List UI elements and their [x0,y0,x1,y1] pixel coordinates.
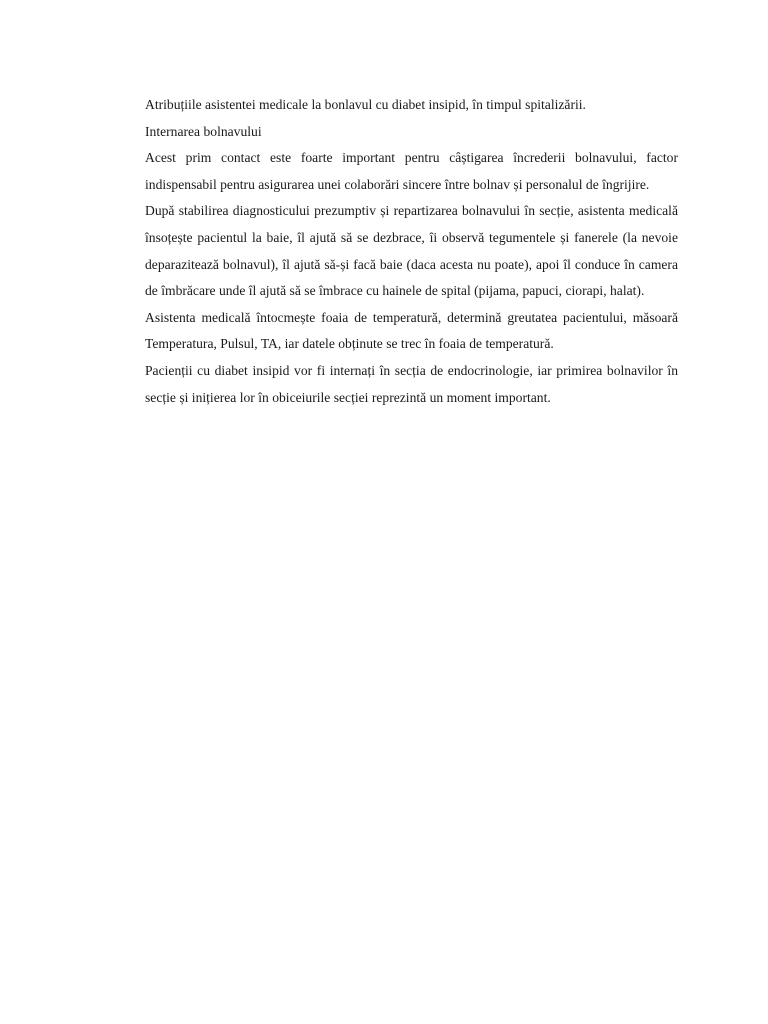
paragraph-4: Pacienții cu diabet insipid vor fi internați în secția de endocrinologie, iar primirea bolnavilor în secție și inițierea lor în obiceiurile secției reprezintă un moment important. [145,362,678,405]
paragraph-2: După stabilirea diagnosticului prezumptiv și repartizarea bolnavului în secție, asistenta medicală însoțește pacientul la baie, îl ajută să se dezbrace, îi observă tegumentele și fanerele (la nevoie deparazitează bolnavul), îl ajută să-și facă baie (daca acesta nu poate), apoi îl conduce în camera de îmbrăcare unde îl ajută să se îmbrace cu hainele de spital (pijama, papuci, ciorapi, halat). [145,203,678,299]
paragraph-3: Asistenta medicală întocmește foaia de temperatură, determină greutatea pacientului, măsoară Temperatura, Pulsul, TA, iar datele obținute se trec în foaia de temperatură. [145,309,678,352]
document-body [145,92,678,411]
section-heading: Internarea bolnavului [145,123,262,139]
paragraph-1: Acest prim contact este foarte important pentru câștigarea încrederii bolnavului, factor indispensabil pentru asigurarea unei colaborări sincere între bolnav și personalul de îngrijire. [145,150,678,192]
document-title: Atribuțiile asistentei medicale la bonlavul cu diabet insipid, în timpul spitalizării. [145,97,586,112]
